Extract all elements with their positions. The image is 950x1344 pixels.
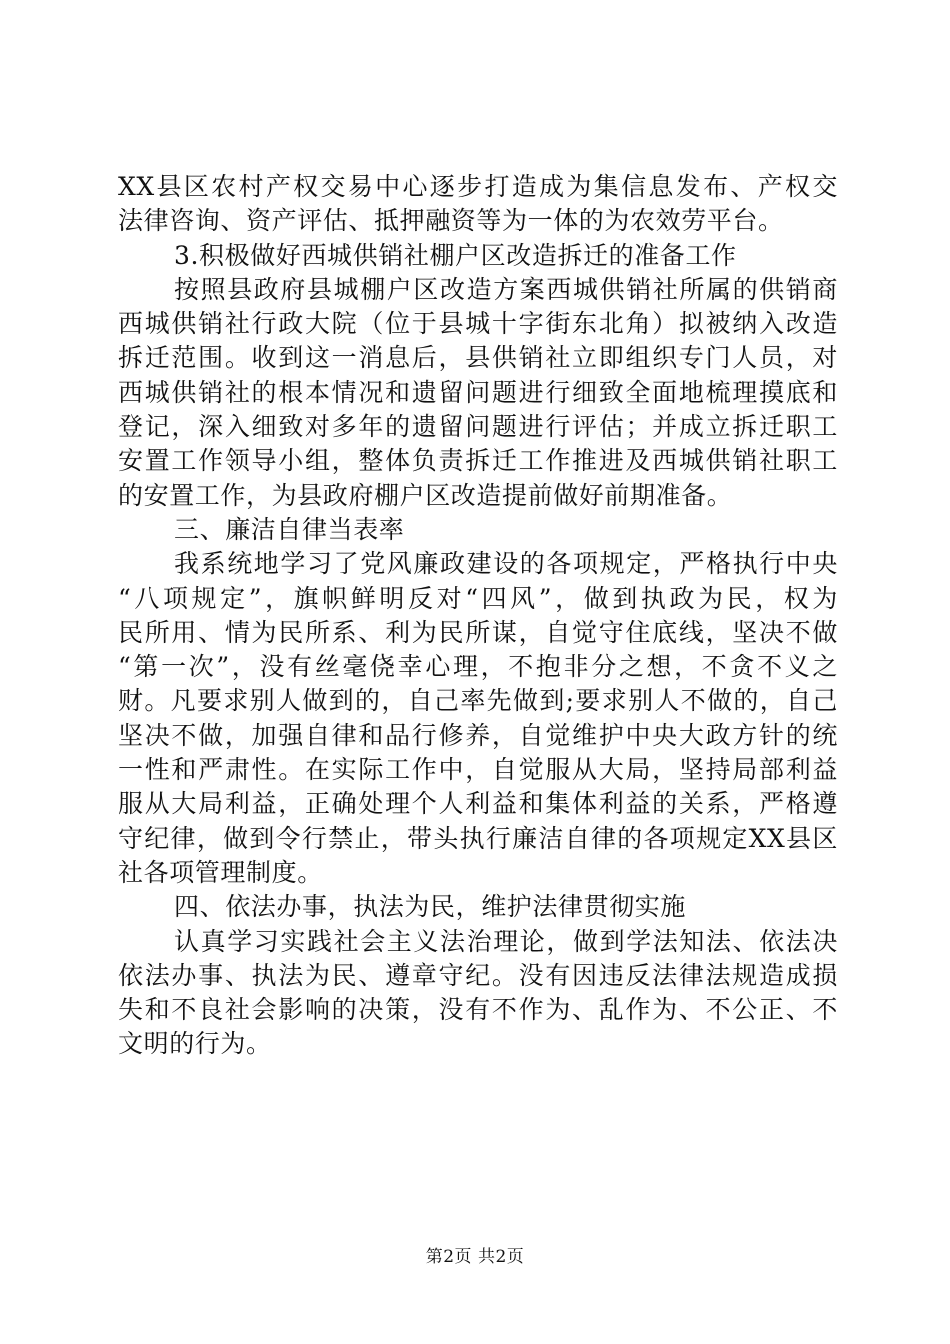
text-line-13: “八项规定”，旗帜鲜明反对“四风”，做到执政为民，权为 <box>118 583 838 613</box>
text-line-26: 文明的行为。 <box>118 1029 272 1059</box>
text-line-18: 一性和严肃性。在实际工作中，自觉服从大局，坚持局部利益 <box>118 755 838 785</box>
page-footer <box>0 1242 950 1267</box>
text-line-14: 民所用、情为民所系、利为民所谋，自觉守住底线，坚决不做 <box>118 617 838 647</box>
page-number-label: 第2页 共2页 <box>425 1247 525 1267</box>
text-line-7: 西城供销社的根本情况和遗留问题进行细致全面地梳理摸底和 <box>118 377 838 407</box>
text-line-10: 的安置工作，为县政府棚户区改造提前做好前期准备。 <box>118 480 733 510</box>
document-body <box>118 170 838 1062</box>
text-line-16: 财。凡要求别人做到的，自己率先做到;要求别人不做的，自己 <box>118 686 838 716</box>
text-line-17: 坚决不做，加强自律和品行修养，自觉维护中央大政方针的统 <box>118 720 838 750</box>
text-line-9: 安置工作领导小组，整体负责拆迁工作推进及西城供销社职工 <box>118 446 838 476</box>
text-line-15: “第一次”，没有丝毫侥幸心理，不抱非分之想，不贪不义之 <box>118 652 838 682</box>
section-heading-integrity: 三、廉洁自律当表率 <box>174 514 405 544</box>
section-heading-3: 3.积极做好西城供销社棚户区改造拆迁的准备工作 <box>174 240 737 270</box>
text-line-5: 西城供销社行政大院（位于县城十字街东北角）拟被纳入改造 <box>118 309 838 339</box>
section-heading-law: 四、依法办事，执法为民，维护法律贯彻实施 <box>174 892 687 922</box>
text-line-8: 登记，深入细致对多年的遗留问题进行评估；并成立拆迁职工 <box>118 412 838 442</box>
text-line-25: 失和不良社会影响的决策，没有不作为、乱作为、不公正、不 <box>118 995 838 1025</box>
text-line-12: 我系统地学习了党风廉政建设的各项规定，严格执行中央 <box>174 549 838 579</box>
text-line-2: 法律咨询、资产评估、抵押融资等为一体的为农效劳平台。 <box>118 206 784 236</box>
text-line-20: 守纪律，做到令行禁止，带头执行廉洁自律的各项规定XX县区 <box>118 823 838 853</box>
text-line-23: 认真学习实践社会主义法治理论，做到学法知法、依法决 <box>174 926 838 956</box>
text-line-4: 按照县政府县城棚户区改造方案西城供销社所属的供销商 <box>174 274 838 304</box>
text-line-6: 拆迁范围。收到这一消息后，县供销社立即组织专门人员，对 <box>118 343 838 373</box>
text-line-1: XX县区农村产权交易中心逐步打造成为集信息发布、产权交 <box>118 172 838 201</box>
text-line-19: 服从大局利益，正确处理个人利益和集体利益的关系，严格遵 <box>118 789 838 819</box>
text-line-24: 依法办事、执法为民、遵章守纪。没有因违反法律法规造成损 <box>118 960 838 990</box>
text-line-21: 社各项管理制度。 <box>118 857 323 887</box>
